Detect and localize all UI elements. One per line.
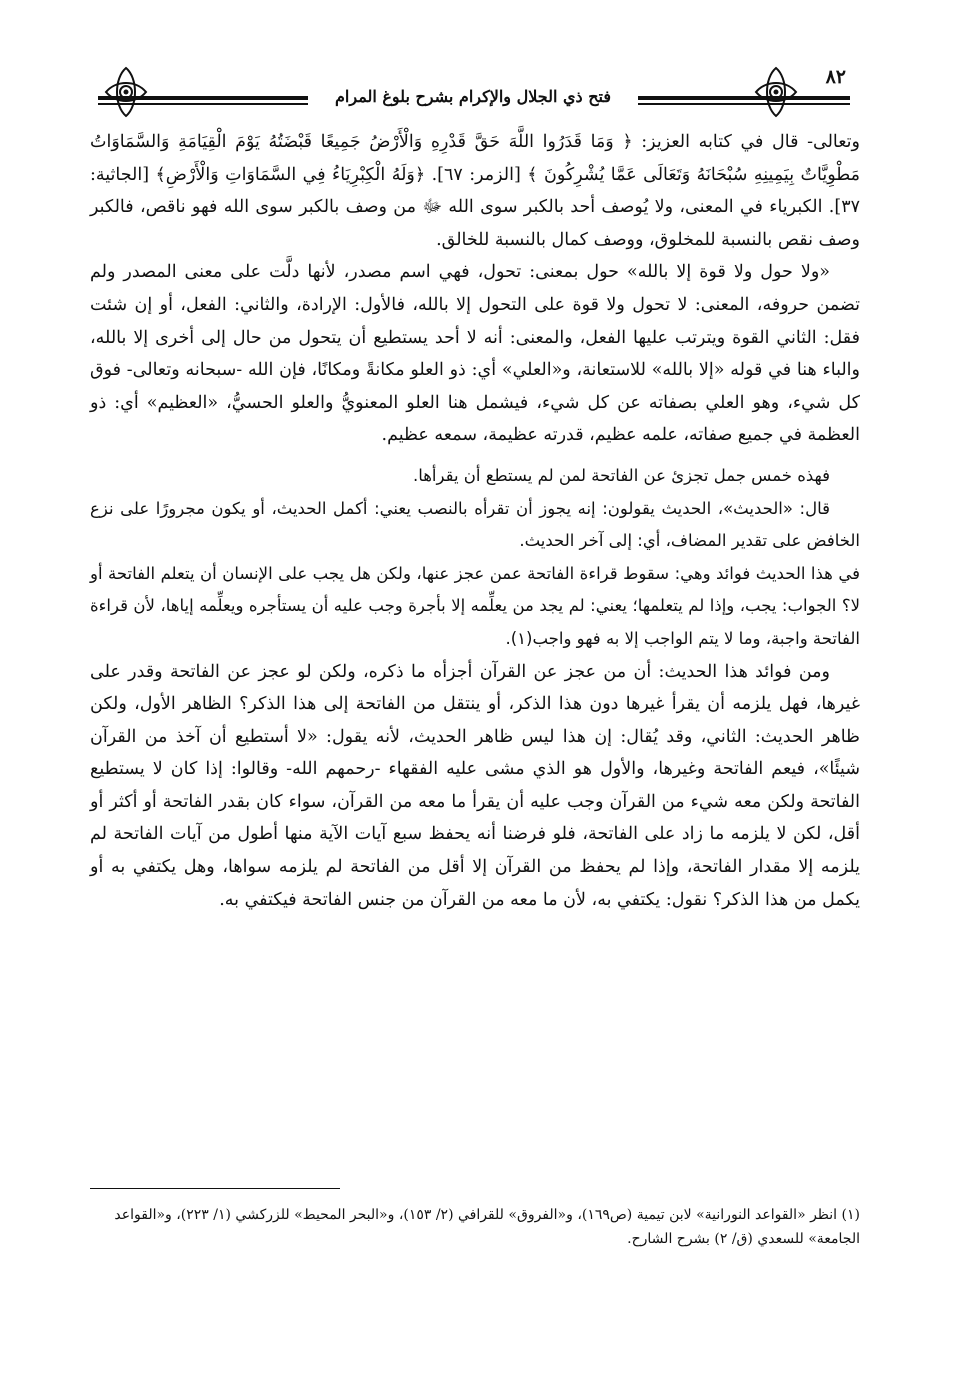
page-number: ٨٢ [822, 66, 850, 88]
paragraph: في هذا الحديث فوائد وهي: سقوط قراءة الفاتحة عمن عجز عنها، ولكن هل يجب على الإنسان أن يتعلم الفاتحة أو لا؟ الجواب: يجب، وإذا لم يتعلمها؛ يعني: لم يجد من يعلِّمه إلا بأجرة وجب عليه أن يستأجره ويعلِّمه إياها، لأن قراءة الفاتحة واجبة، وما لا يتم الواجب إلا به فهو واجب(١). [90, 563, 860, 648]
ornament-right-icon [748, 64, 804, 120]
ornament-left-icon [98, 64, 154, 120]
footnote-rule [90, 1188, 340, 1189]
paragraph: ومن فوائد هذا الحديث: أن من عجز عن القرآن أجزأه ما ذكره، ولكن لو عجز عن الفاتحة وقدر على غيرها، فهل يلزمه أن يقرأ غيرها دون هذا الذكر، أو ينتقل من الفاتحة إلى هذا الذكر؟ الظاهر الأول، ولكن ظاهر الحديث: الثاني، وقد يُقال: إن هذا ليس ظاهر الحديث، لأنه يقول: «لا أستطيع أن آخذ من القرآن شيئًا»، فيعم الفاتحة وغيرها، والأول هو الذي مشى عليه الفقهاء -رحمهم الله- وقالوا: إذا كان لا يستطيع الفاتحة ولكن معه شيء من القرآن وجب عليه أن يقرأ ما معه من القرآن، سواء كان بقدر الفاتحة أو أكثر أو أقل، لكن لا يلزمه ما زاد على الفاتحة، فلو فرضنا أنه يحفظ سبع آيات الآية منها أطول من آيات الفاتحة لم يلزمه إلا مقدار الفاتحة، وإذا لم يحفظ من القرآن إلا أقل من الفاتحة لم يلزمه سواها، وهل يكتفي به أو يكمل من هذا الذكر؟ نقول: يكتفي به، لأن ما معه من القرآن من جنس الفاتحة فيكتفي به. [90, 661, 860, 910]
paragraph: «ولا حول ولا قوة إلا بالله» حول بمعنى: تحول، فهي اسم مصدر، لأنها دلَّت على معنى المصدر ولم تضمن حروفه، المعنى: لا تحول ولا قوة على التحول إلا بالله، فالأول: الإرادة، والثاني: الفعل، أو إن شئت فقل: الثاني القوة ويترتب عليها الفعل، والمعنى: أنه لا أحد يستطيع أن يتحول من حال إلى أخرى إلا بالله، والباء هنا في قوله «إلا بالله» للاستعانة، و«العلي» أي: ذو العلو مكانةً ومكانًا، فإن الله -سبحانه وتعالى- فوق كل شيء، وهو العلي بصفاته عن كل شيء، فيشمل هنا العلو المعنويُّ والعلو الحسيُّ، «العظيم» أي: ذو العظمة في جميع صفاته، علمه عظيم، قدرته عظيمة، سمعه عظيم. [90, 262, 860, 446]
header-title-box [308, 74, 638, 118]
main-text [90, 126, 860, 916]
footnote: (١) انظر «القواعد النورانية» لابن تيمية (ص١٦٩)، و«الفروق» للقرافي (٢/ ١٥٣)، و«البحر المحيط» للزركشي (١/ ٢٢٣)، و«القواعد الجامعة» للسعدي (ق/ ٢) بشرح الشارح. [114, 1207, 860, 1247]
book-title: فتح ذي الجلال والإكرام بشرح بلوغ المرام [335, 86, 611, 106]
footnotes [90, 1188, 860, 1251]
paragraph: قال: «الحديث»، الحديث يقولون: إنه يجوز أن تقرأه بالنصب يعني: أكمل الحديث، أو يكون مجرورًا على نزع الخافض على تقدير المضاف، أي: إلى آخر الحديث. [90, 498, 860, 551]
paragraph: فهذه خمس جمل تجزئ عن الفاتحة لمن لم يستطع أن يقرأها. [412, 465, 830, 485]
page-header [98, 62, 850, 124]
paragraph: وتعالى- قال في كتابه العزيز: ﴿ وَمَا قَدَرُوا اللَّهَ حَقَّ قَدْرِهِ وَالْأَرْضُ جَمِيعًا قَبْضَتُهُ يَوْمَ الْقِيَامَةِ وَالسَّمَاوَاتُ مَطْوِيَّاتٌ بِيَمِينِهِ سُبْحَانَهُ وَتَعَالَى عَمَّا يُشْرِكُونَ ﴾ [الزمر: ٦٧]. ﴿وَلَهُ الْكِبْرِيَاءُ فِي السَّمَاوَاتِ وَالْأَرْضِ﴾ [الجاثية: ٣٧]. الكبرياء في المعنى، ولا يُوصف أحد بالكبر سوى الله ﷻ من وصف بالكبر سوى الله فهو ناقص، فالكبر وصف نقص بالنسبة للمخلوق، ووصف كمال بالنسبة للخالق. [90, 132, 860, 250]
